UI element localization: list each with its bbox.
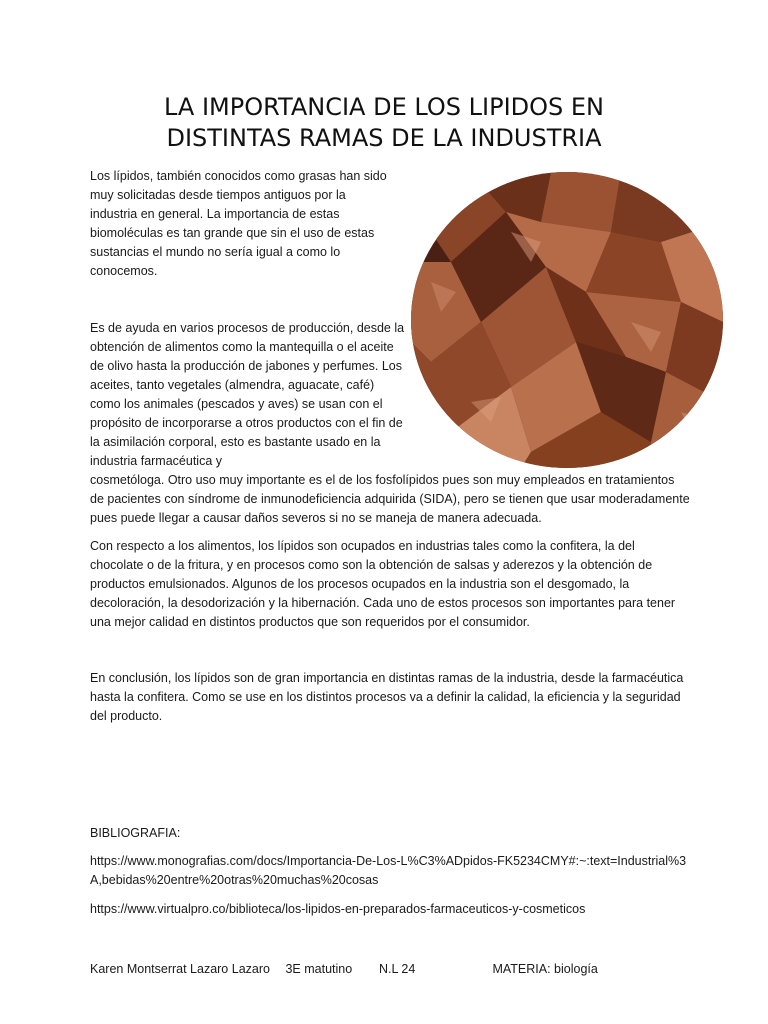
page-title — [90, 92, 678, 154]
author-name: Karen Montserrat Lazaro Lazaro — [90, 962, 270, 976]
paragraph-production-part2: cosmetóloga. Otro uso muy importante es el de los fosfolípidos pues son muy empleados en tratamientos de pacientes con síndrome de inmunodeficiencia adquirida (SIDA), pero se tienen que usar moderadamente pues puede llegar a causar daños severos si no se maneja de manera adecuada. — [90, 473, 690, 525]
paragraph-intro: Los lípidos, también conocidos como grasas han sido muy solicitadas desde tiempos antiguos por la industria en general. La importancia de estas biomoléculas es tan grande que sin el uso de estas sustancias el mundo no sería igual a como lo conocemos. — [90, 169, 387, 278]
title-line-1: LA IMPORTANCIA DE LOS LIPIDOS EN — [164, 93, 604, 121]
author-group: 3E matutino — [285, 962, 353, 976]
paragraph-production-part1: Es de ayuda en varios procesos de producción, desde la obtención de alimentos como la mantequilla o el aceite de olivo hasta la producción de jabones y perfumes. Los aceites, tanto vegetales (almendra, aguacate, café) como los animales (pescados y aves) se usan con el propósito de incorporarse a otros productos con el fin de la asimilación corporal, esto es bastante usado en la industria farmacéutica y — [90, 321, 405, 468]
bibliography-link-1[interactable]: https://www.monografias.com/docs/Importancia-De-Los-L%C3%ADpidos-FK5234CMY#:~:text=Industrial%3A,bebidas%20entre%20otras%20muchas%20cosas — [90, 854, 687, 887]
bibliography-link-2[interactable]: https://www.virtualpro.co/biblioteca/los-lipidos-en-preparados-farmaceuticos-y-cosmeticos — [90, 902, 586, 916]
footer — [90, 960, 690, 979]
bibliography-heading: BIBLIOGRAFIA: — [90, 826, 181, 840]
title-line-2: DISTINTAS RAMAS DE LA INDUSTRIA — [166, 124, 602, 152]
paragraph-food: Con respecto a los alimentos, los lípidos son ocupados en industrias tales como la confitera, la del chocolate o de la fritura, y en procesos como son la obtención de salsas y aderezos y la obtención de productos emulsionados. Algunos de los procesos ocupados en la industria son el desgomado, la decoloración, la desodorización y la hibernación. Cada uno de estos procesos son importantes para tener una mejor calidad en distintos productos que son requeridos por el consumidor. — [90, 539, 676, 629]
paragraph-conclusion: En conclusión, los lípidos son de gran importancia en distintas ramas de la industria, desde la farmacéutica hasta la confitera. Como se use en los distintos procesos va a definir la calidad, la eficiencia y la seguridad del producto. — [90, 671, 684, 723]
list-number: N.L 24 — [378, 962, 416, 976]
chocolate-photo — [411, 172, 723, 468]
subject: MATERIA: biología — [492, 962, 598, 976]
